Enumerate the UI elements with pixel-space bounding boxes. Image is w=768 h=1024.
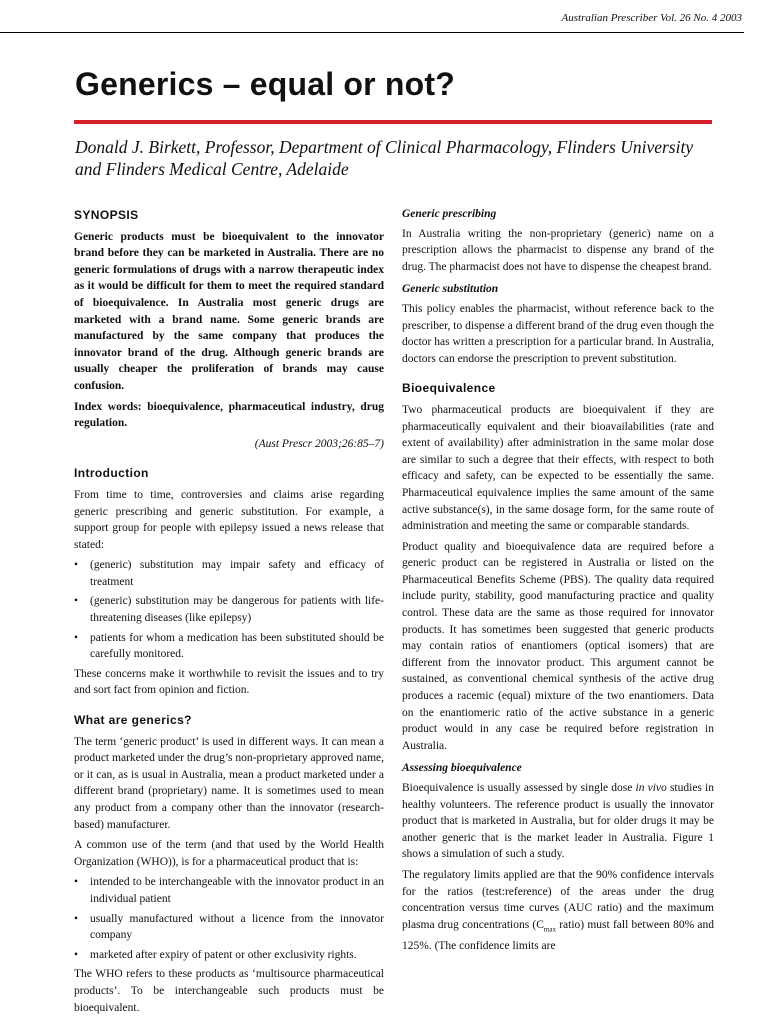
introduction-heading: Introduction — [74, 466, 149, 481]
article-title: Generics – equal or not? — [75, 66, 456, 102]
list-item: • patients for whom a medication has been substituted should be carefully monitored. — [74, 630, 384, 663]
paragraph: Bioequivalence is usually assessed by single dose in vivo studies in healthy volunteers. The reference product is usually the innovator product that is marketed in Australia, but for older drugs it may be another generic that is the market leader in Australia. Figure 1 shows a simulation of such a study. — [402, 782, 714, 861]
bioequivalence-heading: Bioequivalence — [402, 381, 496, 396]
generic-prescribing-heading: Generic prescribing — [402, 208, 497, 220]
generic-substitution-heading: Generic substitution — [402, 283, 499, 296]
paragraph: This policy enables the pharmacist, without reference back to the prescriber, to dispense a different brand of the drug even though the doctor has written a prescription for a particular brand. In Australia, doctors can endorse the prescription to prevent substitution. — [402, 302, 714, 365]
left-column — [74, 207, 384, 1020]
list-item: • intended to be interchangeable with the innovator product in an individual patient — [74, 874, 384, 907]
assessing-bioequivalence-heading: Assessing bioequivalence — [402, 762, 522, 775]
paragraph: In Australia writing the non-proprietary (generic) name on a prescription allows the pharmacist to dispense any brand of the drug. The pharmacist does not have to dispense the cheapest brand. — [402, 227, 714, 273]
paragraph: The regulatory limits applied are that the 90% confidence intervals for the ratios (test:reference) of the areas under the drug concentration versus time curves (AUC ratio) and the maximum plasma drug concentrations ($C_{max}$ ratio) must fall between 80% and 125%. (The confidence limits are — [402, 868, 714, 952]
list-item: • usually manufactured without a licence from the innovator company — [74, 911, 384, 944]
list-item: • marketed after expiry of patent or other exclusivity rights. — [74, 947, 384, 964]
list-item: • (generic) substitution may impair safety and efficacy of treatment — [74, 557, 384, 590]
author-byline: Donald J. Birkett, Professor, Department of Clinical Pharmacology, Flinders University and Flinders Medical Centre, Adelaide — [75, 137, 694, 179]
journal-header: Australian Prescriber Vol. 26 No. 4 2003 — [561, 12, 742, 24]
paragraph: The term ‘generic product’ is used in different ways. It can mean a product marketed under the drug’s non-proprietary approved name, or it can, as is usual in Australia, mean a product marketed under a different brand (proprietary) name. It is sometimes used to mean any product from a company other than the innovator (research-based) manufacturer. — [74, 735, 384, 831]
right-column — [402, 206, 714, 958]
bullet-list — [74, 874, 384, 963]
paragraph: Product quality and bioequivalence data are required before a generic product can be registered in Australia or listed on the Pharmaceutical Benefits Scheme (PBS). The quality data required include purity, stability, good manufacturing practice and quality control. These data are the same as those required for innovator products. It has sometimes been suggested that generic products may contain ratios of enantiomers (optical isomers) that are different from the innovator product. This argument cannot be sustained, as conventional chemical synthesis of the active drug produces a racemic (equal) mixture of the two enantiomers. Data on the enantiomeric ratio of the active substance in a generic product would in any case be required before registration in Australia. — [402, 540, 714, 752]
title-rule — [74, 120, 712, 124]
paragraph: Two pharmaceutical products are bioequivalent if they are pharmaceutically equivalent and their bioavailabilities (rate and extent of availability) after administration in the same molar dose are similar to such a degree that their effects, with respect to both efficacy and safety, can be expected to be essentially the same. Pharmaceutical equivalence implies the same amount of the same active substance(s), in the same dosage form, for the same route of administration and meeting the same or comparable standards. — [402, 403, 714, 533]
synopsis-heading: SYNOPSIS — [74, 208, 139, 222]
list-item: • (generic) substitution may be dangerous for patients with life-threatening diseases (like epilepsy) — [74, 593, 384, 626]
index-words: Index words: bioequivalence, pharmaceutical industry, drug regulation. — [74, 400, 384, 430]
paragraph: The WHO refers to these products as ‘multisource pharmaceutical products’. To be interchangeable such products must be bioequivalent. — [74, 968, 384, 1014]
paragraph: These concerns make it worthwhile to revisit the issues and to try and sort fact from opinion and fiction. — [74, 667, 384, 697]
bullet-list — [74, 557, 384, 663]
paragraph: From time to time, controversies and claims arise regarding generic prescribing and generic substitution. For example, a support group for people with epilepsy issued a news release that stated: — [74, 488, 384, 551]
paragraph: A common use of the term (and that used by the World Health Organization (WHO)), is for a pharmaceutical product that is: — [74, 839, 384, 868]
synopsis-text: Generic products must be bioequivalent to the innovator brand before they can be marketed in Australia. There are no generic formulations of drugs with a narrow therapeutic index as it would be difficult for them to meet the required standard of bioequivalence. In Australia most generic drugs are marketed with a brand name. Some generic brands are manufactured by the same company that produces the innovator brand of the drug. Although generic brands are usually cheaper the proliferation of brands may cause confusion. — [74, 230, 384, 392]
what-are-generics-heading: What are generics? — [74, 713, 192, 728]
header-rule — [0, 32, 744, 33]
citation: (Aust Prescr 2003;26:85–7) — [254, 437, 384, 450]
